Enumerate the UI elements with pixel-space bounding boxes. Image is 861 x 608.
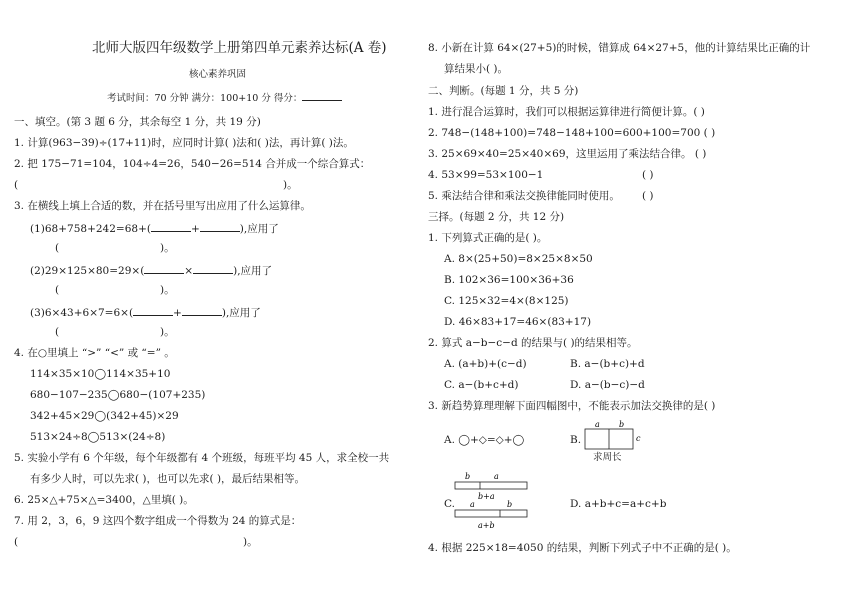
figure-b-label-b: b [619,420,625,429]
question-2-answer-close: )。 [283,179,298,191]
judge-4-paren: ( ) [642,169,654,181]
exam-info [107,89,342,106]
question-8-cont: 算结果小( )。 [444,63,509,75]
q3-2-op: × [184,265,194,277]
figure-c-mid-ba: b+a [478,492,495,501]
q3-1-blank-a[interactable] [151,220,191,232]
figure-c-top-b: b [465,472,471,481]
choice-2-b: B. a−(b+c)+d [570,358,645,370]
q3-1-law-open: ( [55,242,60,254]
q4-item-4: 513×24÷8◯513×(24÷8) [30,431,166,443]
question-3-3 [30,304,261,320]
choice-1-d: D. 46×83+17=46×(83+17) [444,316,592,328]
judge-3: 3. 25×69×40=25×40×69，这里运用了乘法结合律。 ( ) [428,148,707,160]
judge-4: 4. 53×99=53×100−1 [428,169,544,181]
question-3-1 [30,220,279,236]
judge-5-paren: ( ) [642,190,654,202]
q3-3-law-open: ( [55,326,60,338]
q3-1-law-close: )。 [160,242,175,254]
choice-3-c-label: C. [444,498,455,510]
choice-4: 4. 根据 225×18=4050 的结果，判断下列式子中不正确的是( )。 [428,542,737,554]
choice-3-b-label: B. [570,434,582,446]
q3-1-op: + [190,223,200,235]
choice-2-c: C. a−(b+c+d) [444,379,519,391]
figure-b-label-c: c [636,434,641,443]
question-7: 7. 用 2，3，6，9 这四个数字组成一个得数为 24 的算式是： [14,515,302,527]
question-3: 3. 在横线上填上合适的数，并在括号里写出应用了什么运算律。 [14,200,311,212]
q3-1-tail: ),应用了 [239,223,279,235]
choice-3-d: D. a+b+c=a+c+b [570,498,667,510]
q3-2-expr: (2)29×125×80=29×( [30,265,145,277]
choice-1-a: A. 8×(25+50)=8×25×8×50 [444,253,593,265]
question-7-answer-close: )。 [243,536,258,548]
choice-3-a: A. ◯+◇=◇+◯ [444,434,525,446]
question-8: 8. 小新在计算 64×(27+5)的时候，错算成 64×27+5，他的计算结果比正确的计 [428,42,811,54]
figure-c-svg [452,470,532,532]
q3-1-expr: (1)68+758+242=68+( [30,223,151,235]
page-subtitle: 核心素养巩固 [189,69,247,80]
figure-c-bar-bottom [455,510,527,517]
question-2-answer-open: ( [14,179,19,191]
judge-5: 5. 乘法结合律和乘法交换律能同时使用。 [428,190,620,202]
figure-c-bottom-ab: a+b [478,521,495,530]
question-5-cont: 有多少人时，可以先求( )，也可以先求( )，最后结果相等。 [30,473,306,485]
q3-3-blank-a[interactable] [133,304,173,316]
q4-item-3: 342+45×29◯(342+45)×29 [30,410,179,422]
choice-2-d: D. a−(b−c)−d [570,379,645,391]
figure-c-top-a: a [494,472,499,481]
choice-3: 3. 新趋势算理理解下面四幅图中，不能表示加法交换律的是( ) [428,400,716,412]
question-3-2 [30,262,272,278]
q3-2-tail: ),应用了 [233,265,273,277]
q3-2-law-open: ( [55,284,60,296]
choice-2-a: A. (a+b)+(c−d) [444,358,527,370]
q3-2-law-close: )。 [160,284,175,296]
question-2: 2. 把 175−71=104，104÷4=26，540−26=514 合并成一个综合算式： [14,158,371,170]
q4-item-2: 680−107−235◯680−(107+235) [30,389,206,401]
question-6: 6. 25×△+75×△=3400，△里填( )。 [14,494,194,506]
choice-1-b: B. 102×36=100×36+36 [444,274,574,286]
figure-c-bar-model [452,470,532,532]
q3-3-tail: ),应用了 [221,307,261,319]
q3-3-blank-b[interactable] [182,304,222,316]
q3-3-expr: (3)6×43+6×7=6×( [30,307,134,319]
q4-item-1: 114×35×10◯114×35+10 [30,368,171,380]
question-4: 4. 在○里填上 “>” “<” 或 “=” 。 [14,347,175,359]
section-judge: 二、判断。(每题 1 分，共 5 分) [428,85,579,97]
question-7-answer-open: ( [14,536,19,548]
judge-1: 1. 进行混合运算时，我们可以根据运算律进行简便计算。( ) [428,106,705,118]
choice-1-c: C. 125×32=4×(8×125) [444,295,569,307]
judge-2: 2. 748−(148+100)=748−148+100=600+100=700 ( ) [428,127,716,139]
figure-c-bar-top [455,482,527,489]
choice-1: 1. 下列算式正确的是( )。 [428,232,548,244]
question-5: 5. 实验小学有 6 个年级，每个年级都有 4 个班级，每班平均 45 人，求全校一共 [14,452,390,464]
figure-b-label-a: a [595,420,600,429]
choice-2: 2. 算式 a−b−c−d 的结果与( )的结果相等。 [428,337,638,349]
figure-c-mid-b: b [507,500,513,509]
score-blank[interactable] [302,89,342,101]
figure-c-mid-a: a [470,500,475,509]
q3-1-blank-b[interactable] [200,220,240,232]
exam-info-text: 考试时间：70 分钟 满分：100+10 分 得分： [107,93,303,104]
page-title: 北师大版四年级数学上册第四单元素养达标(A 卷) [92,40,387,56]
question-1: 1. 计算(963−39)÷(17+11)时，应同时计算( )法和( )法，再计算( )法。 [14,137,354,149]
section-choice: 三择。(每题 2 分，共 12 分) [428,211,565,223]
section-fill-in: 一、填空。(第 3 题 6 分，其余每空 1 分，共 19 分) [14,116,261,128]
q3-3-op: + [173,307,182,319]
q3-3-law-close: )。 [160,326,175,338]
q3-2-blank-b[interactable] [193,262,233,274]
figure-b-caption: 求周长 [593,452,622,463]
q3-2-blank-a[interactable] [144,262,184,274]
